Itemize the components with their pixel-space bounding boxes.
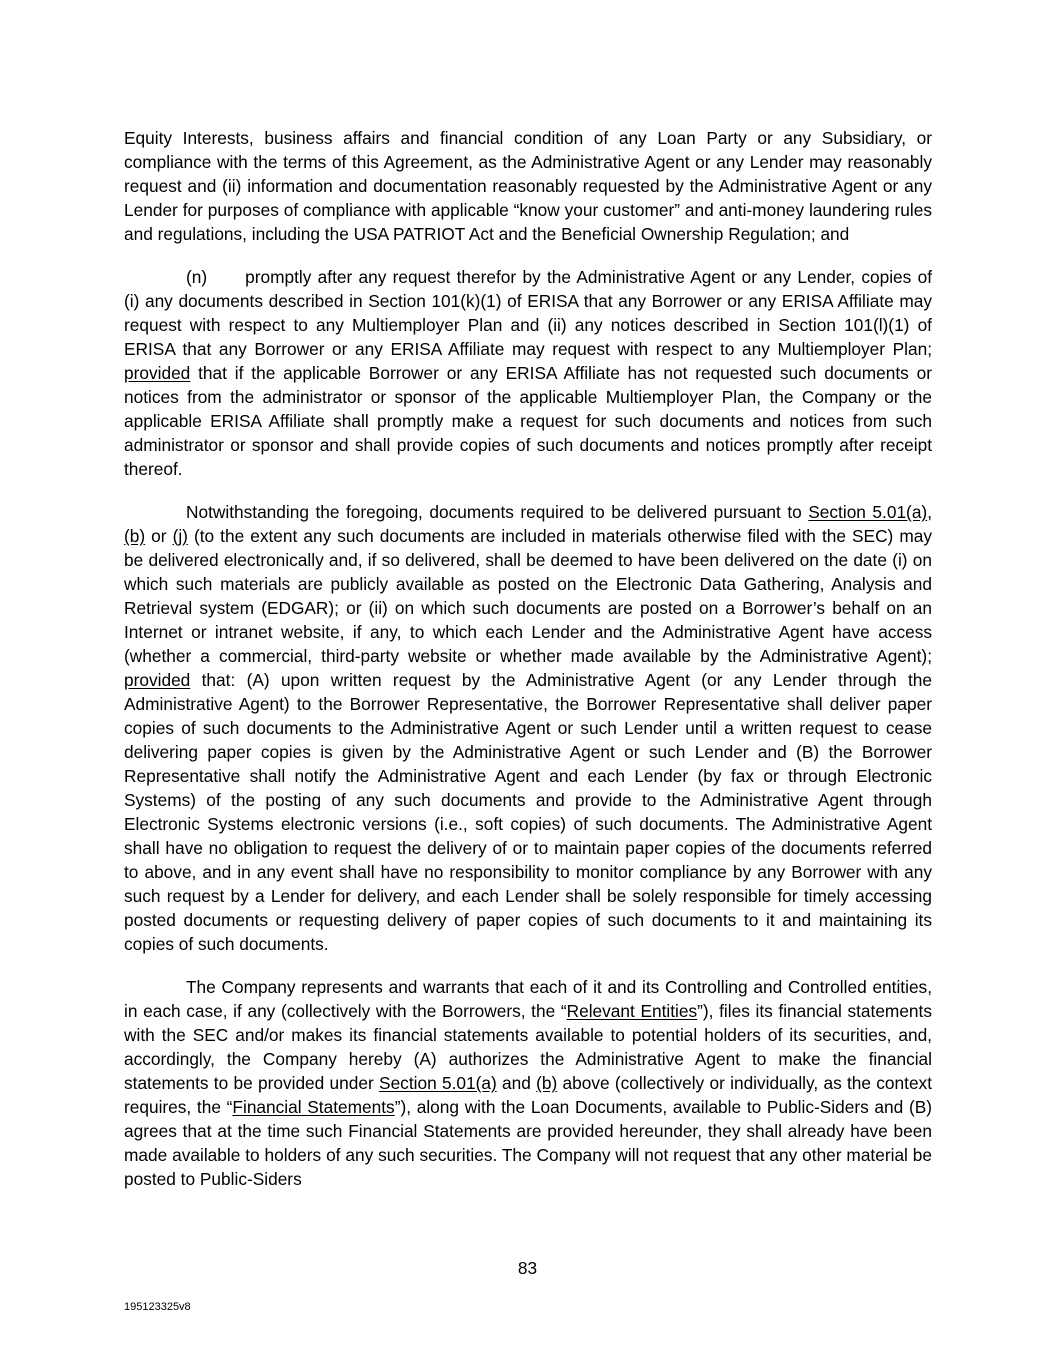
item-label: (n)	[186, 267, 208, 287]
defined-term-financial-statements: Financial Statements	[232, 1097, 395, 1117]
paragraph-text: ,	[927, 502, 932, 522]
paragraph-item-n	[124, 265, 932, 481]
document-body	[124, 126, 932, 1210]
paragraph-text: above (collectively or individually, as the context requires, the “	[124, 1073, 933, 1117]
paragraph-company-represents	[124, 975, 932, 1191]
paragraph-text: Equity Interests, business affairs and financial condition of any Loan Party or any Subsidiary, or compliance with the terms of this Agreement, as the Administrative Agent or any Lender may reasonably request and (ii) information and documentation reasonably requested by the Administrative Agent or any Lender for purposes of compliance with applicable “know your customer” and anti-money laundering rules and regulations, including the USA PATRIOT Act and the Beneficial Ownership Regulation; and	[124, 128, 932, 244]
paragraph-text: (to the extent any such documents are included in materials otherwise filed with the SEC) may be delivered electronically and, if so delivered, shall be deemed to have been delivered on the date (i) on which such materials are publicly available as posted on the Electronic Data Gathering, Analysis and Retrieval system (EDGAR); or (ii) on which such documents are posted on a Borrower’s behalf on an Internet or intranet website, if any, to which each Lender and the Administrative Agent have access (whether a commercial, third-party website or whether made available by the Administrative Agent);	[124, 526, 932, 666]
section-reference-b: (b)	[124, 526, 146, 546]
paragraph-text: Notwithstanding the foregoing, documents required to be delivered pursuant to	[186, 502, 809, 522]
section-reference-b: (b)	[536, 1073, 558, 1093]
section-reference-5-01a: Section 5.01(a)	[808, 502, 928, 522]
paragraph-text: that if the applicable Borrower or any ERISA Affiliate has not requested such documents or notices from the administrator or sponsor of the applicable Multiemployer Plan, the Company or the applicable ERISA Affiliate shall promptly make a request for such documents and notices from such administrator or sponsor and shall provide copies of such documents and notices promptly after receipt thereof.	[124, 363, 932, 479]
paragraph-text: ”), files its financial statements with the SEC and/or makes its financial statements available to potential holders of its securities, and, accordingly, the Company hereby (A) authorizes the Administrative Agent to make the financial statements to be provided under	[124, 1001, 932, 1093]
paragraph-text: ”), along with the Loan Documents, available to Public-Siders and (B) agrees that at the time such Financial Statements are provided hereunder, they shall already have been made available to holders of any such securities. The Company will not request that any other material be posted to Public-Siders	[124, 1097, 933, 1189]
paragraph-text: and	[496, 1073, 537, 1093]
section-reference-j: (j)	[172, 526, 188, 546]
paragraph-text: or	[145, 526, 173, 546]
defined-term-relevant-entities: Relevant Entities	[566, 1001, 698, 1021]
paragraph-text: promptly after any request therefor by the Administrative Agent or any Lender, copies of (i) any documents described in Section 101(k)(1) of ERISA that any Borrower or any ERISA Affiliate may request with respect to any Multiemployer Plan and (ii) any notices described in Section 101(l)(1) of ERISA that any Borrower or any ERISA Affiliate may request with respect to any Multiemployer Plan;	[124, 267, 932, 359]
defined-term-provided: provided	[124, 363, 191, 383]
paragraph-text: The Company represents and warrants that each of it and its Controlling and Controlled entities, in each case, if any (collectively with the Borrowers, the “	[124, 977, 932, 1021]
document-id: 195123325v8	[124, 1301, 191, 1313]
paragraph-notwithstanding	[124, 500, 932, 956]
paragraph-continuation	[124, 126, 932, 246]
page-number: 83	[517, 1258, 538, 1278]
section-reference-5-01a: Section 5.01(a)	[379, 1073, 497, 1093]
defined-term-provided: provided	[124, 670, 191, 690]
paragraph-text: that: (A) upon written request by the Administrative Agent (or any Lender through the Administrative Agent) to the Borrower Representative, the Borrower Representative shall deliver paper copies of such documents to the Administrative Agent or such Lender until a written request to cease delivering paper copies is given by the Administrative Agent or such Lender and (B) the Borrower Representative shall notify the Administrative Agent and each Lender (by fax or through Electronic Systems) of the posting of any such documents and provide to the Administrative Agent through Electronic Systems electronic versions (i.e., soft copies) of such documents. The Administrative Agent shall have no obligation to request the delivery of or to maintain paper copies of the documents referred to above, and in any event shall have no responsibility to monitor compliance by any Borrower with any such request by a Lender for delivery, and each Lender shall be solely responsible for timely accessing posted documents or requesting delivery of paper copies of such documents to it and maintaining its copies of such documents.	[124, 670, 932, 954]
